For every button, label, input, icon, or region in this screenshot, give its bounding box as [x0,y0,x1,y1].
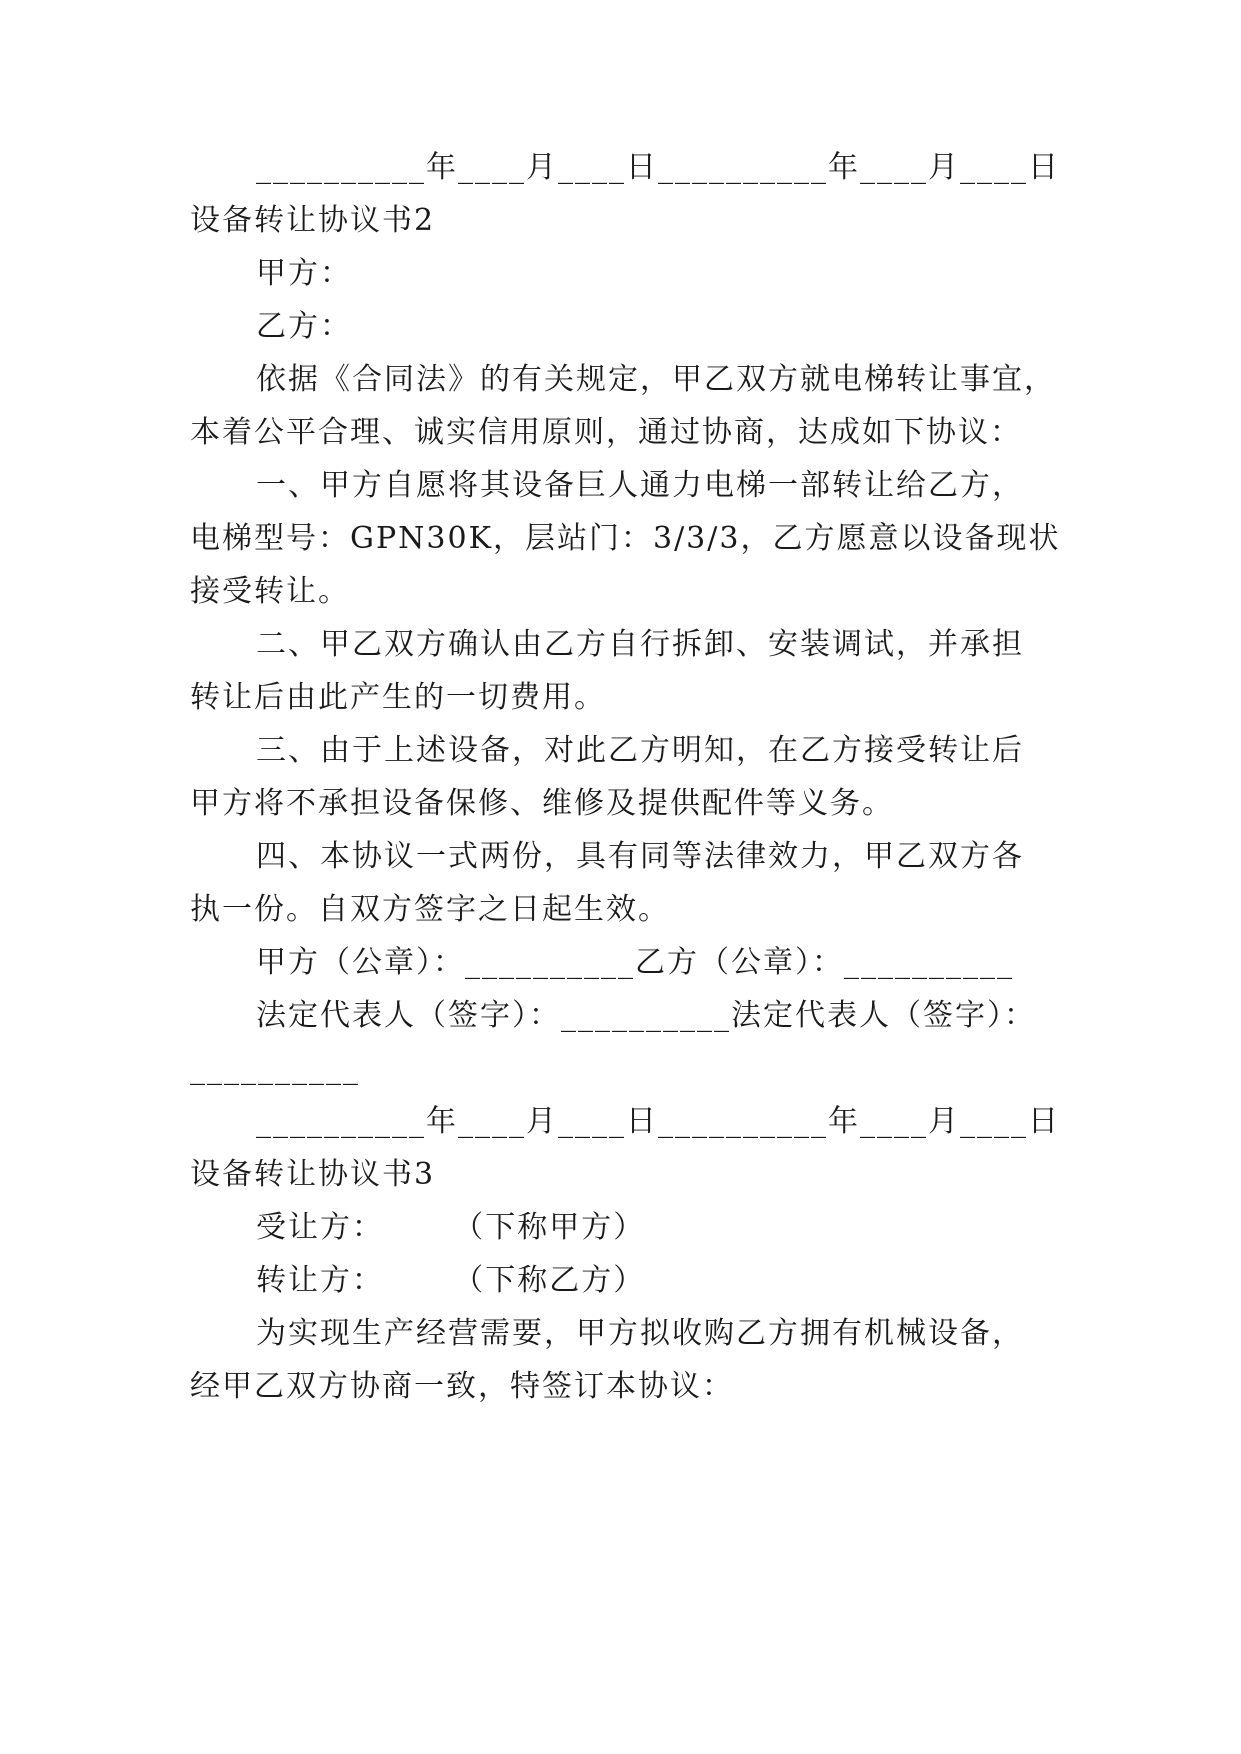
clause-4-line: 执一份。自双方签字之日起生效。 [190,892,670,927]
party-b-line: 乙方： [256,309,352,344]
clause-4-line: 四、本协议一式两份，具有同等法律效力，甲乙双方各 [256,839,1024,874]
clause-1-line: 接受转让。 [190,574,350,609]
clause-3-line: 三、由于上述设备，对此乙方明知，在乙方接受转让后 [256,733,1024,768]
date-line: __________年____月____日__________年____月____日 [256,1104,1060,1139]
clause-3-line: 甲方将不承担设备保修、维修及提供配件等义务。 [190,786,894,821]
paragraph-line: 为实现生产经营需要，甲方拟收购乙方拥有机械设备， [256,1316,1024,1351]
clause-1-line: 电梯型号：GPN30K，层站门：3/3/3，乙方愿意以设备现状 [190,521,1061,556]
paragraph-line: 依据《合同法》的有关规定，甲乙双方就电梯转让事宜， [256,362,1056,397]
signature-line: 法定代表人（签字）：__________法定代表人（签字）： [256,998,1036,1033]
transferor-line: 转让方： （下称乙方） [256,1263,646,1298]
clause-2-line: 二、甲乙双方确认由乙方自行拆卸、安装调试，并承担 [256,627,1024,662]
section-title: 设备转让协议书2 [190,203,436,238]
seal-line: 甲方（公章）：__________乙方（公章）：__________ [256,945,1014,980]
clause-1-line: 一、甲方自愿将其设备巨人通力电梯一部转让给乙方， [256,468,1024,503]
party-a-line: 甲方： [256,256,352,291]
paragraph-line: 经甲乙双方协商一致，特签订本协议： [190,1369,734,1404]
transferee-line: 受让方： （下称甲方） [256,1210,646,1245]
clause-2-line: 转让后由此产生的一切费用。 [190,680,606,715]
paragraph-line: 本着公平合理、诚实信用原则，通过协商，达成如下协议： [190,415,1022,450]
section-title: 设备转让协议书3 [190,1157,436,1192]
signature-blank: __________ [190,1051,360,1086]
date-line: __________年____月____日__________年____月____日 [256,150,1060,185]
